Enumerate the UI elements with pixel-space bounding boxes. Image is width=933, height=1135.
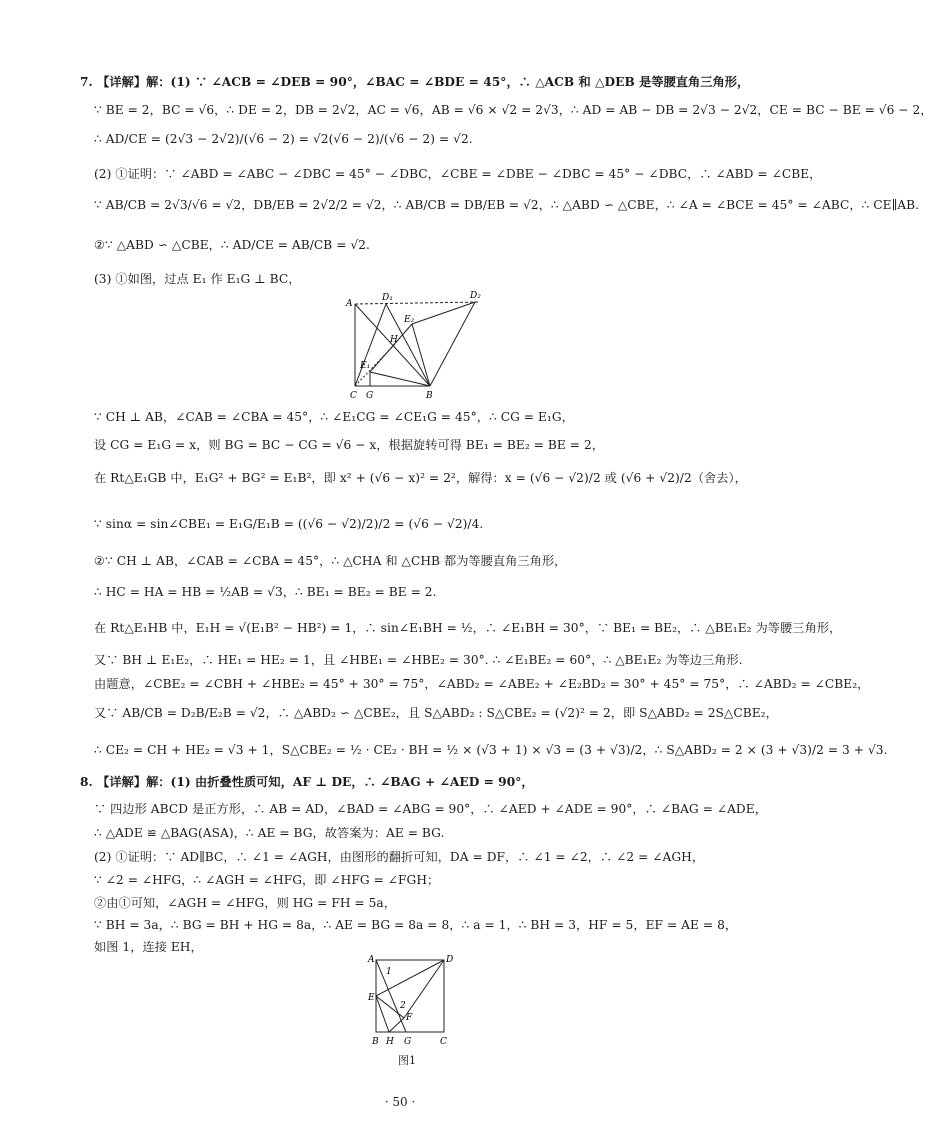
p8-line-5: ∵ ∠2 = ∠HFG，∴ ∠AGH = ∠HFG，即 ∠HFG = ∠FGH； xyxy=(94,873,440,887)
p7-line-5: ∵ AB/CB = 2√3/√6 = √2，DB/EB = 2√2/2 = √2，∴ AB/CB = DB/EB = √2，∴ △ABD ∽ △CBE，∴ ∠A = ∠BCE = 45° = ∠ABC，∴ CE∥AB. xyxy=(94,198,920,212)
figure-square-fold-svg xyxy=(364,952,454,1047)
p8-line-2: ∵ 四边形 ABCD 是正方形，∴ AB = AD，∠BAD = ∠ABG = 90°，∴ ∠AED + ∠ADE = 90°，∴ ∠BAG = ∠ADE， xyxy=(94,802,767,816)
fig2-label-g: G xyxy=(404,1037,412,1047)
fig1-label-a: A xyxy=(346,299,353,309)
fig2-label-b: B xyxy=(372,1037,379,1047)
p8-line-7: ∵ BH = 3a，∴ BG = BH + HG = 8a，∴ AE = BG = 8a = 8，∴ a = 1，∴ BH = 3，HF = 5，EF = AE = 8， xyxy=(94,918,738,932)
fig1-label-g: G xyxy=(366,391,374,401)
page-number: · 50 · xyxy=(384,1095,416,1109)
p7-line-1: 7. 【详解】解：(1) ∵ ∠ACB = ∠DEB = 90°，∠BAC = ∠BDE = 45°，∴ △ACB 和 △DEB 是等腰直角三角形， xyxy=(80,75,750,89)
p7-line-10: 在 Rt△E₁GB 中，E₁G² + BG² = E₁B²，即 x² + (√6 − x)² = 2²，解得：x = (√6 − √2)/2 或 (√6 + √2)/2（舍去）， xyxy=(94,471,747,485)
fig1-label-d1: D₁ xyxy=(382,293,393,303)
fig2-label-a: A xyxy=(368,955,375,965)
fig2-label-c: C xyxy=(440,1037,447,1047)
fig2-label-angle-1: 1 xyxy=(386,967,392,977)
fig2-label-e: E xyxy=(368,993,375,1003)
p8-line-8: 如图 1，连接 EH， xyxy=(94,940,203,954)
fig1-label-c: C xyxy=(350,391,357,401)
p7-line-2: ∵ BE = 2，BC = √6，∴ DE = 2，DB = 2√2，AC = √6，AB = √6 × √2 = 2√3，∴ AD = AB − DB = 2√3 − 2√2，CE = BC − BE = √6 − 2， xyxy=(94,103,933,117)
p7-line-15: 又∵ BH ⊥ E₁E₂，∴ HE₁ = HE₂ = 1，且 ∠HBE₁ = ∠HBE₂ = 30°. ∴ ∠E₁BE₂ = 60°，∴ △BE₁E₂ 为等边三角形. xyxy=(94,653,743,667)
fig2-label-f: F xyxy=(406,1013,413,1023)
figure-rotation-svg xyxy=(340,288,500,406)
p7-line-18: ∴ CE₂ = CH + HE₂ = √3 + 1，S△CBE₂ = ½ · CE₂ · BH = ½ × (√3 + 1) × √3 = (3 + √3)/2，∴ S△ABD₂ = 2 × (3 + √3)/2 = 3 + √3. xyxy=(94,743,888,757)
fig1-label-h: H xyxy=(390,335,398,345)
p7-line-3: ∴ AD/CE = (2√3 − 2√2)/(√6 − 2) = √2(√6 − 2)/(√6 − 2) = √2. xyxy=(94,132,473,146)
p7-line-14: 在 Rt△E₁HB 中，E₁H = √(E₁B² − HB²) = 1，∴ sin∠E₁BH = ½，∴ ∠E₁BH = 30°，∵ BE₁ = BE₂，∴ △BE₁E₂ 为等腰三角形， xyxy=(94,621,842,635)
p7-line-13: ∴ HC = HA = HB = ½AB = √3，∴ BE₁ = BE₂ = BE = 2. xyxy=(94,585,437,599)
p7-line-8: ∵ CH ⊥ AB，∠CAB = ∠CBA = 45°，∴ ∠E₁CG = ∠CE₁G = 45°，∴ CG = E₁G， xyxy=(94,410,574,424)
p7-line-12: ②∵ CH ⊥ AB，∠CAB = ∠CBA = 45°，∴ △CHA 和 △CHB 都为等腰直角三角形， xyxy=(94,554,567,568)
p7-line-4: (2) ①证明：∵ ∠ABD = ∠ABC − ∠DBC = 45° − ∠DBC，∠CBE = ∠DBE − ∠DBC = 45° − ∠DBC，∴ ∠ABD = ∠CBE， xyxy=(94,167,822,181)
p8-line-1: 8. 【详解】解：(1) 由折叠性质可知，AF ⊥ DE，∴ ∠BAG + ∠AED = 90°， xyxy=(80,775,534,789)
p8-line-4: (2) ①证明：∵ AD∥BC，∴ ∠1 = ∠AGH，由图形的翻折可知，DA = DF，∴ ∠1 = ∠2，∴ ∠2 = ∠AGH， xyxy=(94,850,705,864)
fig2-label-angle-2: 2 xyxy=(400,1001,406,1011)
p8-line-3: ∴ △ADE ≌ △BAG(ASA)，∴ AE = BG，故答案为：AE = BG. xyxy=(94,826,445,840)
p7-line-6: ②∵ △ABD ∽ △CBE，∴ AD/CE = AB/CB = √2. xyxy=(94,238,370,252)
fig2-label-h: H xyxy=(386,1037,394,1047)
p7-line-17: 又∵ AB/CB = D₂B/E₂B = √2，∴ △ABD₂ ∽ △CBE₂，且 S△ABD₂ : S△CBE₂ = (√2)² = 2，即 S△ABD₂ = 2S△CBE₂， xyxy=(94,706,778,720)
fig1-label-e1: E₁ xyxy=(360,361,371,371)
figure-caption: 图1 xyxy=(398,1054,416,1067)
p7-line-16: 由题意，∠CBE₂ = ∠CBH + ∠HBE₂ = 45° + 30° = 75°，∠ABD₂ = ∠ABE₂ + ∠E₂BD₂ = 30° + 45° = 75°，∴ ∠ABD₂ = ∠CBE₂， xyxy=(94,677,870,691)
p7-line-7: (3) ①如图，过点 E₁ 作 E₁G ⊥ BC， xyxy=(94,272,301,286)
figure-square-fold xyxy=(364,952,454,1047)
figure-rotation xyxy=(340,288,500,406)
fig1-label-d2: D₂ xyxy=(470,291,481,301)
p8-line-6: ②由①可知，∠AGH = ∠HFG，则 HG = FH = 5a， xyxy=(94,896,396,910)
fig1-label-b: B xyxy=(426,391,433,401)
fig2-label-d: D xyxy=(446,955,454,965)
p7-line-11: ∵ sinα = sin∠CBE₁ = E₁G/E₁B = ((√6 − √2)/2)/2 = (√6 − √2)/4. xyxy=(94,517,484,531)
p7-line-9: 设 CG = E₁G = x，则 BG = BC − CG = √6 − x，根据旋转可得 BE₁ = BE₂ = BE = 2， xyxy=(94,438,604,452)
fig1-label-e2: E₂ xyxy=(404,315,415,325)
